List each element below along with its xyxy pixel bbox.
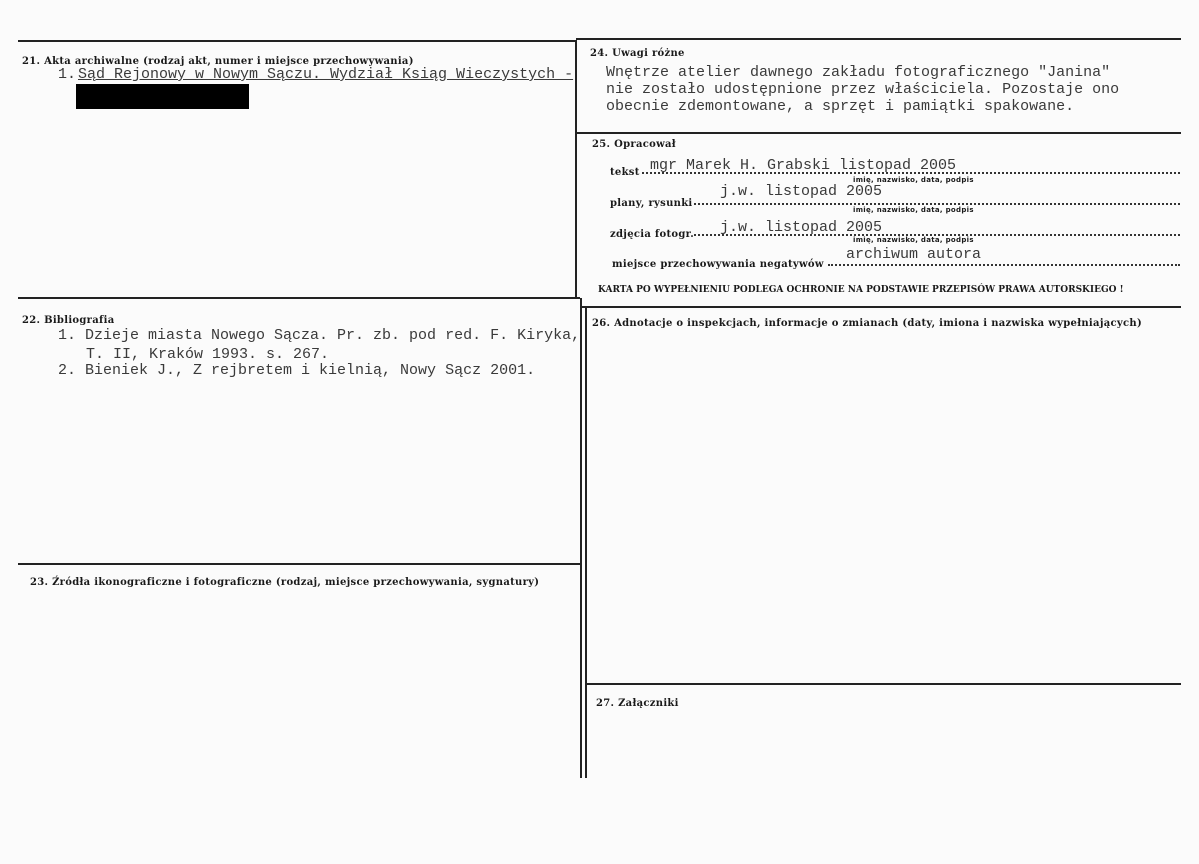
top-rule-right <box>576 38 1181 40</box>
section24-line-2: nie zostało udostępnione przez właściciela. Pozostaje ono <box>606 81 1120 98</box>
section22-item-2: 2. Bieniek J., Z rejbretem i kielnią, Nowy Sącz 2001. <box>58 362 536 379</box>
rule-21-22 <box>18 297 580 299</box>
section22-item-1-cont: T. II, Kraków 1993. s. 267. <box>86 346 330 363</box>
section26-title: 26. Adnotacje o inspekcjach, informacje o zmianach <box>592 318 899 329</box>
rule-24-25 <box>576 132 1181 134</box>
tekst-value: mgr Marek H. Grabski listopad 2005 <box>650 157 957 174</box>
section27-label: 27. Załączniki <box>596 698 679 709</box>
plany-caption: imię, nazwisko, data, podpis <box>853 206 974 214</box>
section22-label: 22. Bibliografia <box>22 315 115 326</box>
section24-line-3: obecnie zdemontowane, a sprzęt i pamiątki spakowane. <box>606 98 1075 115</box>
copyright-notice: KARTA PO WYPEŁNIENIU PODLEGA OCHRONIE NA PODSTAWIE PRZEPISÓW PRAWA AUTORSKIEGO ! <box>598 285 1124 295</box>
rule-22-23 <box>18 563 581 565</box>
section23-sublabel: (rodzaj, miejsce przechowywania, sygnatury) <box>275 577 540 588</box>
section21-item1-text: Sąd Rejonowy w Nowym Sączu. Wydział Ksiąg Wieczystych - <box>78 66 574 83</box>
tekst-caption: imię, nazwisko, data, podpis <box>853 176 974 184</box>
tekst-label: tekst <box>610 167 640 178</box>
center-divider-lower <box>580 298 582 778</box>
miejsce-dotted-line <box>828 264 1180 266</box>
plany-label: plany, rysunki <box>610 198 693 209</box>
section21-item1-num: 1. <box>58 66 77 83</box>
section21-sublabel: (rodzaj akt, numer i miejsce przechowywania) <box>143 56 414 67</box>
miejsce-value: archiwum autora <box>846 246 982 263</box>
center-divider-upper <box>575 40 577 298</box>
zdjecia-label: zdjęcia fotogr. <box>610 229 695 240</box>
section21-title: 21. Akta archiwalne <box>22 56 140 67</box>
section22-item-1: 1. Dzieje miasta Nowego Sącza. Pr. zb. pod red. F. Kiryka, <box>58 327 581 344</box>
section26-sublabel: (daty, imiona i nazwiska wypełniających) <box>902 318 1143 329</box>
miejsce-label: miejsce przechowywania negatywów <box>612 259 824 270</box>
section25-label: 25. Opracował <box>592 139 676 150</box>
section23-title: 23. Źródła ikonograficzne i fotograficzne <box>30 577 273 588</box>
rule-25-26 <box>580 306 1181 308</box>
plany-value: j.w. listopad 2005 <box>720 183 883 200</box>
section26-label <box>592 318 1142 329</box>
divider-26-27 <box>585 308 587 778</box>
section24-label: 24. Uwagi różne <box>590 48 685 59</box>
plany-dotted-line <box>694 203 1180 205</box>
redaction-block <box>76 84 249 109</box>
rule-26-27 <box>586 683 1181 685</box>
top-rule-left <box>18 40 576 42</box>
zdjecia-caption: imię, nazwisko, data, podpis <box>853 236 974 244</box>
zdjecia-value: j.w. listopad 2005 <box>720 219 883 236</box>
section24-line-1: Wnętrze atelier dawnego zakładu fotograficznego "Janina" <box>606 64 1111 81</box>
section23-label <box>30 577 539 588</box>
